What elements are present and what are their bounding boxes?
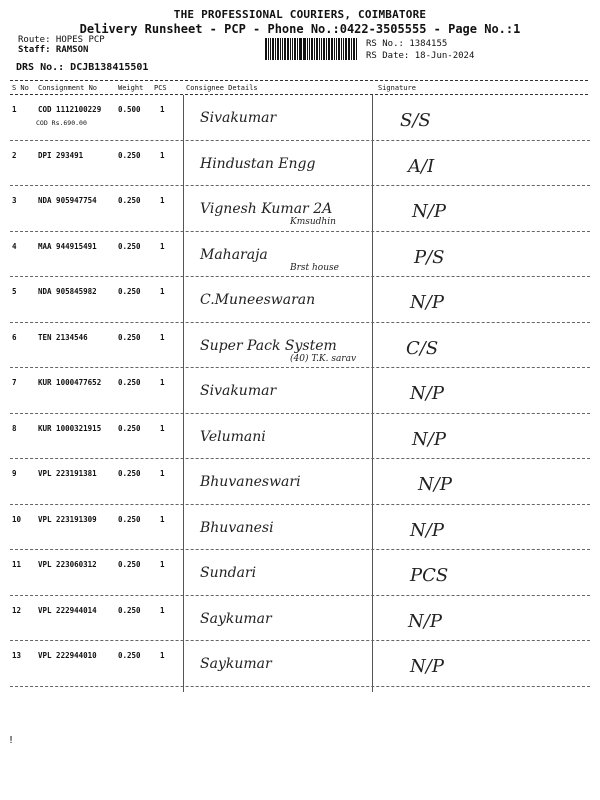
row-consignment-no: VPL 222944010 bbox=[38, 651, 97, 660]
row-weight: 0.250 bbox=[118, 332, 141, 342]
row-sno: 4 bbox=[12, 241, 17, 251]
row-weight: 0.250 bbox=[118, 423, 141, 433]
row-consignment-no: VPL 223191381 bbox=[38, 469, 97, 478]
row-pcs: 1 bbox=[160, 651, 165, 660]
row-weight: 0.250 bbox=[118, 287, 141, 296]
signature-handwriting: N/P bbox=[410, 383, 444, 404]
signature-handwriting: N/P bbox=[418, 474, 452, 495]
row-pcs: 1 bbox=[160, 423, 165, 433]
row-weight: 0.250 bbox=[118, 241, 141, 251]
row-separator bbox=[10, 322, 590, 323]
row-sno: 1 bbox=[12, 105, 17, 114]
row-consignment-no: KUR 1000477652 bbox=[38, 378, 102, 387]
consignee-handwriting-extra: Brst house bbox=[290, 262, 339, 273]
row-separator bbox=[10, 504, 590, 505]
row-pcs: 1 bbox=[160, 514, 165, 524]
signature-handwriting: N/P bbox=[408, 610, 442, 632]
row-consignment-no: TEN 2134546 bbox=[38, 332, 88, 342]
row-pcs: 1 bbox=[160, 378, 165, 387]
consignee-handwriting: Super Pack System bbox=[200, 337, 337, 354]
signature-handwriting: N/P bbox=[410, 656, 444, 677]
column-header-consignment: Consignment No bbox=[38, 84, 98, 92]
row-pcs: 1 bbox=[160, 287, 165, 296]
signature-handwriting: P/S bbox=[414, 246, 445, 268]
row-separator bbox=[10, 231, 590, 232]
row-sno: 12 bbox=[12, 605, 22, 615]
row-sno: 3 bbox=[12, 196, 17, 205]
row-pcs: 1 bbox=[160, 469, 165, 478]
consignee-handwriting: Saykumar bbox=[200, 610, 272, 627]
signature-handwriting: N/P bbox=[412, 201, 446, 222]
row-sno: 10 bbox=[12, 514, 22, 524]
barcode-image bbox=[265, 38, 357, 60]
rs-number: RS No.: 1384155 bbox=[366, 39, 448, 49]
row-weight: 0.250 bbox=[118, 651, 141, 660]
signature-handwriting: S/S bbox=[400, 110, 431, 131]
consignee-handwriting: Sivakumar bbox=[200, 110, 277, 126]
row-consignment-no: DPI 293491 bbox=[38, 150, 84, 160]
consignee-handwriting: Velumani bbox=[200, 428, 266, 445]
column-header-signature: Signature bbox=[378, 84, 416, 92]
row-separator bbox=[10, 413, 590, 414]
rs-date: RS Date: 18-Jun-2024 bbox=[366, 51, 475, 61]
row-pcs: 1 bbox=[160, 560, 165, 569]
row-pcs: 1 bbox=[160, 150, 165, 160]
consignee-handwriting: Hindustan Engg bbox=[200, 155, 316, 172]
drs-number: DRS No.: DCJB138415501 bbox=[16, 62, 149, 73]
signature-handwriting: N/P bbox=[410, 292, 444, 313]
row-weight: 0.250 bbox=[118, 560, 141, 569]
consignee-handwriting: C.Muneeswaran bbox=[200, 292, 316, 308]
consignee-handwriting-extra: (40) T.K. sarav bbox=[290, 353, 357, 364]
row-sno: 7 bbox=[12, 378, 17, 387]
row-sno: 9 bbox=[12, 469, 17, 478]
row-pcs: 1 bbox=[160, 196, 165, 205]
row-separator bbox=[10, 686, 590, 687]
row-cod-amount: COD Rs.690.00 bbox=[36, 119, 87, 127]
consignee-handwriting: Sundari bbox=[200, 565, 257, 581]
consignee-handwriting: Sivakumar bbox=[200, 383, 277, 399]
row-weight: 0.250 bbox=[118, 196, 141, 205]
consignee-handwriting: Bhuvanesi bbox=[200, 519, 274, 536]
row-separator bbox=[10, 458, 590, 459]
row-consignment-no: VPL 222944014 bbox=[38, 605, 97, 615]
margin-mark: ! bbox=[8, 735, 15, 746]
staff-label: Staff: RAMSON bbox=[18, 45, 89, 55]
row-sno: 11 bbox=[12, 560, 22, 569]
row-consignment-no: NDA 905845982 bbox=[38, 287, 97, 296]
row-weight: 0.250 bbox=[118, 378, 141, 387]
row-separator bbox=[10, 549, 590, 550]
document-title: THE PROFESSIONAL COURIERS, COIMBATORE bbox=[173, 8, 427, 21]
column-header-sno: S No bbox=[12, 84, 29, 92]
document-subtitle: Delivery Runsheet - PCP - Phone No.:0422-3505555 - Page No.:1 bbox=[79, 22, 521, 36]
row-separator bbox=[10, 276, 590, 277]
row-pcs: 1 bbox=[160, 241, 165, 251]
row-consignment-no: COD 1112100229 bbox=[38, 105, 102, 114]
row-separator bbox=[10, 640, 590, 641]
consignee-handwriting: Maharaja bbox=[200, 246, 268, 263]
row-consignment-no: VPL 223060312 bbox=[38, 560, 97, 569]
row-weight: 0.250 bbox=[118, 605, 141, 615]
header-rule-top bbox=[10, 80, 588, 81]
route-label: Route: HOPES PCP bbox=[18, 35, 105, 45]
row-separator bbox=[10, 185, 590, 186]
signature-handwriting: N/P bbox=[412, 428, 446, 450]
consignee-handwriting: Bhuvaneswari bbox=[200, 474, 301, 490]
row-weight: 0.250 bbox=[118, 150, 141, 160]
row-separator bbox=[10, 140, 590, 141]
column-header-consignee: Consignee Details bbox=[186, 84, 258, 92]
consignee-handwriting: Saykumar bbox=[200, 656, 272, 672]
row-sno: 8 bbox=[12, 423, 17, 433]
row-consignment-no: KUR 1000321915 bbox=[38, 423, 102, 433]
row-consignment-no: MAA 944915491 bbox=[38, 241, 97, 251]
row-weight: 0.250 bbox=[118, 514, 141, 524]
signature-handwriting: C/S bbox=[406, 337, 439, 359]
column-header-pcs: PCS bbox=[154, 84, 167, 92]
row-sno: 6 bbox=[12, 332, 17, 342]
row-pcs: 1 bbox=[160, 332, 165, 342]
signature-handwriting: N/P bbox=[410, 519, 444, 541]
row-sno: 5 bbox=[12, 287, 17, 296]
column-header-weight: Weight bbox=[118, 84, 144, 92]
row-separator bbox=[10, 595, 590, 596]
signature-handwriting: A/I bbox=[408, 155, 435, 177]
row-separator bbox=[10, 367, 590, 368]
row-pcs: 1 bbox=[160, 105, 165, 114]
header-rule-bottom bbox=[10, 94, 588, 95]
row-weight: 0.500 bbox=[118, 105, 141, 114]
row-consignment-no: VPL 223191309 bbox=[38, 514, 97, 524]
consignee-handwriting-extra: Kmsudhin bbox=[290, 217, 336, 227]
signature-handwriting: PCS bbox=[410, 565, 449, 586]
row-pcs: 1 bbox=[160, 605, 165, 615]
row-sno: 13 bbox=[12, 651, 22, 660]
row-weight: 0.250 bbox=[118, 469, 141, 478]
row-sno: 2 bbox=[12, 150, 17, 160]
row-consignment-no: NDA 905947754 bbox=[38, 196, 97, 205]
consignee-handwriting: Vignesh Kumar 2A bbox=[200, 201, 333, 217]
